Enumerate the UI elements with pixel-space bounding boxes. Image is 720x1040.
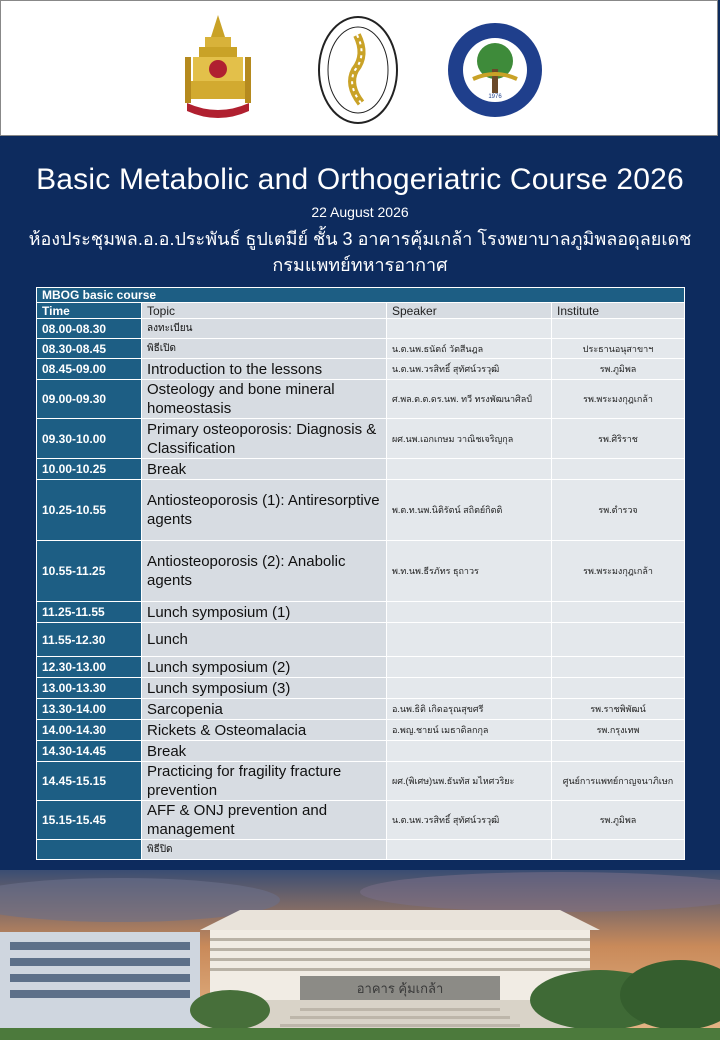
time-cell: 11.25-11.55 — [37, 602, 142, 623]
speaker-cell — [387, 657, 552, 678]
event-venue: ห้องประชุมพล.อ.อ.ประพันธ์ ธูปเตมีย์ ชั้น 3 อาคารคุ้มเกล้า โรงพยาบาลภูมิพลอดุลยเดช กรมแพทย์ทหารอากาศ — [28, 229, 692, 275]
topic-cell: Osteology and bone mineral homeostasis — [142, 380, 387, 419]
time-cell: 08.45-09.00 — [37, 359, 142, 380]
time-cell: 14.00-14.30 — [37, 720, 142, 741]
institute-cell: รพ.พระมงกุฎเกล้า — [552, 541, 685, 602]
topic-cell: Antiosteoporosis (1): Antiresorptive agents — [142, 480, 387, 541]
time-cell: 08.30-08.45 — [37, 339, 142, 359]
time-cell: 09.00-09.30 — [37, 380, 142, 419]
time-cell: 11.55-12.30 — [37, 623, 142, 657]
topic-cell: Introduction to the lessons — [142, 359, 387, 380]
institute-cell — [552, 840, 685, 860]
speaker-cell — [387, 623, 552, 657]
schedule-table — [36, 287, 685, 860]
speaker-cell: ศ.พล.ต.ต.ดร.นพ. ทวี ทรงพัฒนาศิลป์ — [387, 380, 552, 419]
institute-cell — [552, 459, 685, 480]
header-topic: Topic — [142, 303, 387, 319]
institute-cell — [552, 741, 685, 762]
topic-cell: Lunch symposium (1) — [142, 602, 387, 623]
time-cell: 10.25-10.55 — [37, 480, 142, 541]
table-row — [37, 480, 685, 541]
spine-society-seal-icon — [317, 15, 399, 125]
table-row — [37, 678, 685, 699]
header-time: Time — [37, 303, 142, 319]
speaker-cell: ผศ.(พิเศษ)นพ.ธันทัส มไหศวริยะ — [387, 762, 552, 801]
topic-cell: พิธีปิด — [142, 840, 387, 860]
table-row — [37, 541, 685, 602]
time-cell — [37, 840, 142, 860]
topic-cell: Sarcopenia — [142, 699, 387, 720]
event-date: 22 August 2026 — [311, 204, 409, 220]
topic-cell: Practicing for fragility fracture prevention — [142, 762, 387, 801]
topic-cell: Lunch symposium (2) — [142, 657, 387, 678]
institute-cell: ประธานอนุสาขาฯ — [552, 339, 685, 359]
topic-cell: Primary osteoporosis: Diagnosis & Classification — [142, 419, 387, 459]
topic-cell: Lunch symposium (3) — [142, 678, 387, 699]
speaker-cell — [387, 840, 552, 860]
building-sign: อาคาร คุ้มเกล้า — [356, 981, 444, 996]
institute-cell — [552, 602, 685, 623]
institute-cell: รพ.ราชพิพัฒน์ — [552, 699, 685, 720]
hospital-building-photo — [0, 870, 720, 1040]
speaker-cell — [387, 602, 552, 623]
table-row — [37, 720, 685, 741]
table-row — [37, 319, 685, 339]
event-title: Basic Metabolic and Orthogeriatric Course 2026 — [36, 163, 684, 196]
institute-cell: รพ.ภูมิพล — [552, 359, 685, 380]
institute-cell: รพ.ศิริราช — [552, 419, 685, 459]
topic-cell: พิธีเปิด — [142, 339, 387, 359]
speaker-cell — [387, 459, 552, 480]
logo-header — [0, 0, 718, 136]
topic-cell: Antiosteoporosis (2): Anabolic agents — [142, 541, 387, 602]
time-cell: 13.00-13.30 — [37, 678, 142, 699]
time-cell: 14.30-14.45 — [37, 741, 142, 762]
speaker-cell: น.ต.นพ.วรสิทธิ์ สุทัศน์วรวุฒิ — [387, 359, 552, 380]
table-row — [37, 840, 685, 860]
table-row — [37, 699, 685, 720]
speaker-cell — [387, 319, 552, 339]
time-cell: 12.30-13.00 — [37, 657, 142, 678]
speaker-cell: น.ต.นพ.วรสิทธิ์ สุทัศน์วรวุฒิ — [387, 801, 552, 840]
royal-emblem-icon — [183, 13, 253, 125]
table-row — [37, 657, 685, 678]
time-cell: 13.30-14.00 — [37, 699, 142, 720]
table-header-row — [37, 303, 685, 319]
table-row — [37, 623, 685, 657]
table-row — [37, 380, 685, 419]
institute-cell — [552, 678, 685, 699]
table-caption-row — [37, 288, 685, 303]
table-row — [37, 339, 685, 359]
institute-cell — [552, 319, 685, 339]
table-row — [37, 741, 685, 762]
hospital-building-illustration — [0, 870, 720, 1040]
time-cell: 08.00-08.30 — [37, 319, 142, 339]
topic-cell: Break — [142, 459, 387, 480]
institute-cell: รพ.กรุงเทพ — [552, 720, 685, 741]
institute-cell: ศูนย์การแพทย์กาญจนาภิเษก — [552, 762, 685, 801]
table-row — [37, 459, 685, 480]
svg-text:1976: 1976 — [488, 94, 502, 100]
table-row — [37, 359, 685, 380]
header-speaker: Speaker — [387, 303, 552, 319]
department-of-orthopaedics-seal-icon — [445, 21, 545, 119]
table-caption: MBOG basic course — [37, 288, 685, 303]
speaker-cell: อ.นพ.ธิติ เกิดอรุณสุขศรี — [387, 699, 552, 720]
speaker-cell: พ.ท.นพ.ธีรภัทร ธุถาวร — [387, 541, 552, 602]
table-row — [37, 419, 685, 459]
institute-cell — [552, 657, 685, 678]
header-institute: Institute — [552, 303, 685, 319]
topic-cell: Rickets & Osteomalacia — [142, 720, 387, 741]
speaker-cell: อ.พญ.ชายน์ เมธาดิลกกุล — [387, 720, 552, 741]
time-cell: 14.45-15.15 — [37, 762, 142, 801]
topic-cell: Break — [142, 741, 387, 762]
time-cell: 10.00-10.25 — [37, 459, 142, 480]
time-cell: 15.15-15.45 — [37, 801, 142, 840]
institute-cell — [552, 623, 685, 657]
topic-cell: AFF & ONJ prevention and management — [142, 801, 387, 840]
time-cell: 10.55-11.25 — [37, 541, 142, 602]
speaker-cell: ผศ.นพ.เอกเกษม วาณิชเจริญกุล — [387, 419, 552, 459]
speaker-cell — [387, 678, 552, 699]
table-row — [37, 762, 685, 801]
institute-cell: รพ.ภูมิพล — [552, 801, 685, 840]
speaker-cell — [387, 741, 552, 762]
topic-cell: Lunch — [142, 623, 387, 657]
time-cell: 09.30-10.00 — [37, 419, 142, 459]
institute-cell: รพ.ตำรวจ — [552, 480, 685, 541]
table-row — [37, 602, 685, 623]
table-row — [37, 801, 685, 840]
institute-cell: รพ.พระมงกุฎเกล้า — [552, 380, 685, 419]
topic-cell: ลงทะเบียน — [142, 319, 387, 339]
speaker-cell: พ.ต.ท.นพ.นิติรัตน์ สถิตย์กิตติ — [387, 480, 552, 541]
speaker-cell: น.ต.นพ.ธนัตถ์ วัตสีนฎล — [387, 339, 552, 359]
